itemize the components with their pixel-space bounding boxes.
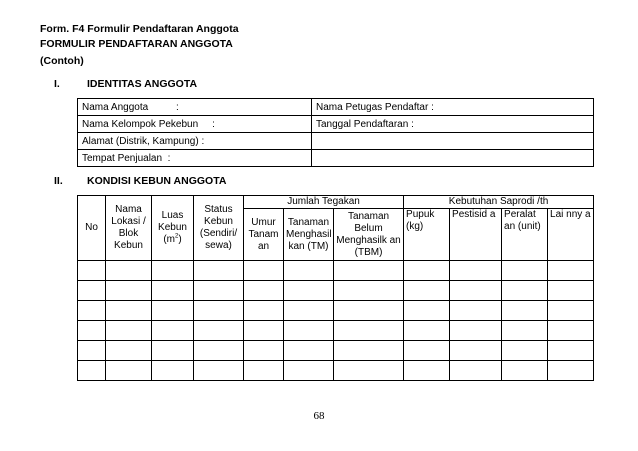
cell[interactable]: [194, 281, 244, 301]
cell[interactable]: [106, 261, 152, 281]
identitas-table: [77, 98, 594, 167]
cell[interactable]: [78, 261, 106, 281]
alamat-field[interactable]: Alamat (Distrik, Kampung) :: [78, 133, 312, 150]
cell[interactable]: [284, 281, 334, 301]
table-row: [78, 116, 594, 133]
cell[interactable]: [284, 301, 334, 321]
col-status-kebun: Status Kebun (Sendiri/ sewa): [194, 196, 244, 261]
cell[interactable]: [502, 361, 548, 381]
cell[interactable]: [502, 281, 548, 301]
cell[interactable]: [502, 301, 548, 321]
cell[interactable]: [152, 341, 194, 361]
cell[interactable]: [548, 281, 594, 301]
cell[interactable]: [548, 301, 594, 321]
cell[interactable]: [152, 281, 194, 301]
cell[interactable]: [194, 361, 244, 381]
cell[interactable]: [334, 321, 404, 341]
cell[interactable]: [194, 301, 244, 321]
cell[interactable]: [284, 361, 334, 381]
section-number: I.: [54, 78, 60, 90]
cell[interactable]: [334, 261, 404, 281]
luas-close: ): [178, 234, 182, 245]
cell[interactable]: [152, 361, 194, 381]
tempat-penjualan-field[interactable]: Tempat Penjualan :: [78, 150, 312, 167]
cell[interactable]: [78, 361, 106, 381]
cell[interactable]: [194, 261, 244, 281]
section-identitas-heading: [54, 78, 354, 92]
col-lainnya: Lai nny a: [548, 209, 594, 261]
cell[interactable]: [334, 281, 404, 301]
cell[interactable]: [404, 281, 450, 301]
section-title: KONDISI KEBUN ANGGOTA: [87, 175, 227, 187]
section-number: II.: [54, 175, 63, 187]
col-jumlah-tegakan: Jumlah Tegakan: [244, 196, 404, 209]
cell[interactable]: [106, 321, 152, 341]
nama-anggota-field[interactable]: Nama Anggota :: [78, 99, 312, 116]
cell[interactable]: [450, 281, 502, 301]
cell[interactable]: [502, 341, 548, 361]
cell[interactable]: [194, 341, 244, 361]
cell[interactable]: [78, 341, 106, 361]
cell[interactable]: [450, 261, 502, 281]
tanggal-pendaftaran-field[interactable]: Tanggal Pendaftaran :: [312, 116, 594, 133]
cell[interactable]: [404, 321, 450, 341]
cell[interactable]: [106, 361, 152, 381]
col-umur-tanaman: Umur Tanam an: [244, 209, 284, 261]
cell[interactable]: [244, 321, 284, 341]
cell[interactable]: [334, 301, 404, 321]
cell[interactable]: [450, 361, 502, 381]
cell[interactable]: [548, 261, 594, 281]
cell[interactable]: [284, 321, 334, 341]
kondisi-kebun-table: [77, 195, 594, 381]
table-row: [78, 281, 594, 301]
col-pestisida: Pestisid a: [450, 209, 502, 261]
form-subtitle: (Contoh): [40, 55, 84, 67]
cell[interactable]: [334, 361, 404, 381]
cell[interactable]: [404, 261, 450, 281]
luas-exponent: 2: [174, 233, 179, 240]
table-row: [78, 99, 594, 116]
nama-petugas-field[interactable]: Nama Petugas Pendaftar :: [312, 99, 594, 116]
table-header-row: [78, 196, 594, 209]
cell[interactable]: [244, 341, 284, 361]
form-code: Form. F4 Formulir Pendaftaran Anggota: [40, 23, 239, 35]
table-row: [78, 301, 594, 321]
cell[interactable]: [194, 321, 244, 341]
table-row: [78, 261, 594, 281]
cell[interactable]: [450, 301, 502, 321]
section-kebun-heading: [54, 175, 354, 189]
col-nama-lokasi: Nama Lokasi / Blok Kebun: [106, 196, 152, 261]
cell[interactable]: [244, 301, 284, 321]
table-row: [78, 133, 594, 150]
form-title: FORMULIR PENDAFTARAN ANGGOTA: [40, 38, 233, 50]
cell[interactable]: [404, 341, 450, 361]
cell[interactable]: [548, 321, 594, 341]
cell[interactable]: [502, 261, 548, 281]
col-peralatan: Peralat an (unit): [502, 209, 548, 261]
cell[interactable]: [152, 321, 194, 341]
cell[interactable]: [284, 261, 334, 281]
cell[interactable]: [106, 281, 152, 301]
table-row: [78, 150, 594, 167]
cell[interactable]: [152, 301, 194, 321]
cell[interactable]: [334, 341, 404, 361]
empty-cell: [312, 133, 594, 150]
cell[interactable]: [152, 261, 194, 281]
table-row: [78, 321, 594, 341]
col-tm: Tanaman Menghasil kan (TM): [284, 209, 334, 261]
cell[interactable]: [450, 341, 502, 361]
section-title: IDENTITAS ANGGOTA: [87, 78, 198, 90]
cell[interactable]: [548, 361, 594, 381]
cell[interactable]: [404, 361, 450, 381]
nama-kelompok-field[interactable]: Nama Kelompok Pekebun :: [78, 116, 312, 133]
empty-cell: [312, 150, 594, 167]
cell[interactable]: [78, 301, 106, 321]
cell[interactable]: [404, 301, 450, 321]
col-no: No: [78, 196, 106, 261]
cell[interactable]: [244, 261, 284, 281]
cell[interactable]: [106, 301, 152, 321]
cell[interactable]: [78, 281, 106, 301]
col-luas-kebun: [152, 196, 194, 261]
table-row: [78, 341, 594, 361]
page-number: 68: [313, 410, 325, 422]
cell[interactable]: [244, 281, 284, 301]
cell[interactable]: [502, 321, 548, 341]
cell[interactable]: [284, 341, 334, 361]
cell[interactable]: [244, 361, 284, 381]
luas-label: Luas Kebun (m: [158, 210, 187, 245]
cell[interactable]: [450, 321, 502, 341]
col-pupuk: Pupuk (kg): [404, 209, 450, 261]
col-kebutuhan-saprodi: Kebutuhan Saprodi /th: [404, 196, 594, 209]
cell[interactable]: [78, 321, 106, 341]
col-tbm: Tanaman Belum Menghasilk an (TBM): [334, 209, 404, 261]
cell[interactable]: [548, 341, 594, 361]
table-row: [78, 361, 594, 381]
cell[interactable]: [106, 341, 152, 361]
